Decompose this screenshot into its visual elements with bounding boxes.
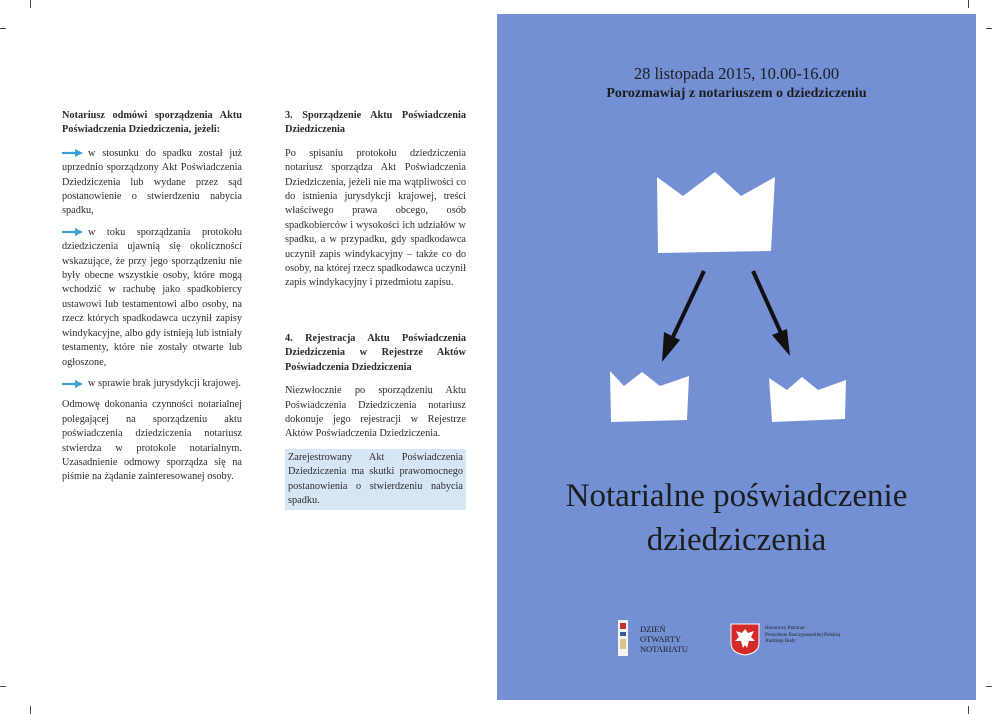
crop-mark <box>30 706 31 714</box>
notary-logo-icon <box>616 620 630 656</box>
list-item <box>62 226 242 370</box>
refusal-heading: Notariusz odmówi sporządzenia Aktu Poświadczenia Dziedziczenia, jeżeli: <box>62 110 242 136</box>
refusal-paragraph: Odmowę dokonania czynności notarialnej polegającej na sporządzeniu aktu poświadczenia dziedziczenia notariusz stwierdza w protokole notarialnym. Uzasadnienie odmowy sporządza się na piśmie na żądanie zainteresowanej osoby. <box>62 399 242 483</box>
crop-mark <box>968 706 969 714</box>
presidential-patronage-text <box>765 626 840 646</box>
arrow-right-icon <box>62 228 84 236</box>
logo-text-line: Honorowy Patronat <box>765 626 805 631</box>
cover-title <box>497 474 976 562</box>
section-3-heading: 3. Sporządzenie Aktu Poświadczenia Dziedziczenia <box>285 110 466 136</box>
crop-mark <box>0 28 6 29</box>
list-item-text: w stosunku do spadku został już uprzednio sporządzony Akt Poświadczenia Dziedziczenia lub wydane przez sąd postanowienie o stwierdzeniu nabycia spadku, <box>62 147 242 217</box>
open-notary-day-logo-text <box>640 624 688 654</box>
arrow-right-icon <box>62 380 84 388</box>
left-column <box>62 109 242 492</box>
logo-text-line: Prezydenta Rzeczypospolitej Polskiej <box>765 632 841 638</box>
logo-text-line: OTWARTY <box>640 634 682 644</box>
section-4-text: Niezwłocznie po sporządzeniu Aktu Poświadczenia Dziedziczenia notariusz dokonuje jego rejestracji w Rejestrze Aktów Poświadczenia Dziedziczenia. <box>285 385 466 440</box>
list-item-text: w sprawie brak jurysdykcji krajowej. <box>88 377 241 389</box>
crop-mark <box>968 0 969 8</box>
logo-text-line: Andrzeja Dudy <box>765 639 796 644</box>
section-4-highlight: Zarejestrowany Akt Poświadczenia Dziedziczenia ma skutki prawomocnego postanowienia o stwierdzeniu nabycia spadku. <box>285 449 466 511</box>
arrow-down-left-icon <box>662 332 680 362</box>
cover-title-line-1: Notarialne poświadczenie <box>565 478 908 514</box>
list-item-text: w toku sporządzania protokołu dziedziczenia ujawnią się okoliczności wskazujące, że przy jego sporządzeniu nie były obecne wszystkie osoby, które mogą wchodzić w rachubę jako spadkobiercy ustawowi lub testamentowi albo osoby, na rzecz których spadkodawca uczynił zapisy windykacyjne, albo gdy istnieją lub istniały testamenty, które nie zostały otwarte lub ogłoszone, <box>62 226 242 368</box>
logo-text-line: DZIEŃ <box>640 624 666 634</box>
cover-panel <box>497 14 976 700</box>
middle-column <box>285 109 466 517</box>
logo-text-line: NOTARIATU <box>640 644 688 654</box>
crop-mark <box>30 0 31 8</box>
crop-mark <box>986 686 992 687</box>
crowns-illustration <box>497 14 976 454</box>
event-date: 28 listopada 2015, 10.00-16.00 <box>633 64 840 83</box>
crop-mark <box>0 686 6 687</box>
crown-large-icon <box>657 172 775 253</box>
crown-small-right-icon <box>769 377 846 422</box>
polish-eagle-emblem-icon <box>730 623 760 656</box>
section-4-heading: 4. Rejestracja Aktu Poświadczenia Dziedziczenia w Rejestrze Aktów Poświadczenia Dziedziczenia <box>285 332 466 373</box>
crop-mark <box>986 28 992 29</box>
list-item <box>62 147 242 219</box>
section-3-text: Po spisaniu protokołu dziedziczenia notariusz sporządza Akt Poświadczenia Dziedziczenia, jeżeli nie ma wątpliwości co do istnienia jurysdykcji krajowej, treści właściwego prawa obcego, osób spadkobierców i wysokości ich udziałów w spadku, a w przypadku, gdy spadkodawca uczynił zapis windykacyjny – także co do osoby, na której rzecz spadkodawca uczynił zapis windykacyjny i przedmiotu zapisu. <box>285 147 466 289</box>
list-item <box>62 377 242 391</box>
arrow-right-icon <box>62 149 84 157</box>
cover-title-line-2: dziedziczenia <box>646 522 827 558</box>
arrow-down-right-icon <box>772 329 790 356</box>
crown-small-left-icon <box>610 371 689 422</box>
event-subtitle: Porozmawiaj z notariuszem o dziedziczeniu <box>606 86 867 101</box>
